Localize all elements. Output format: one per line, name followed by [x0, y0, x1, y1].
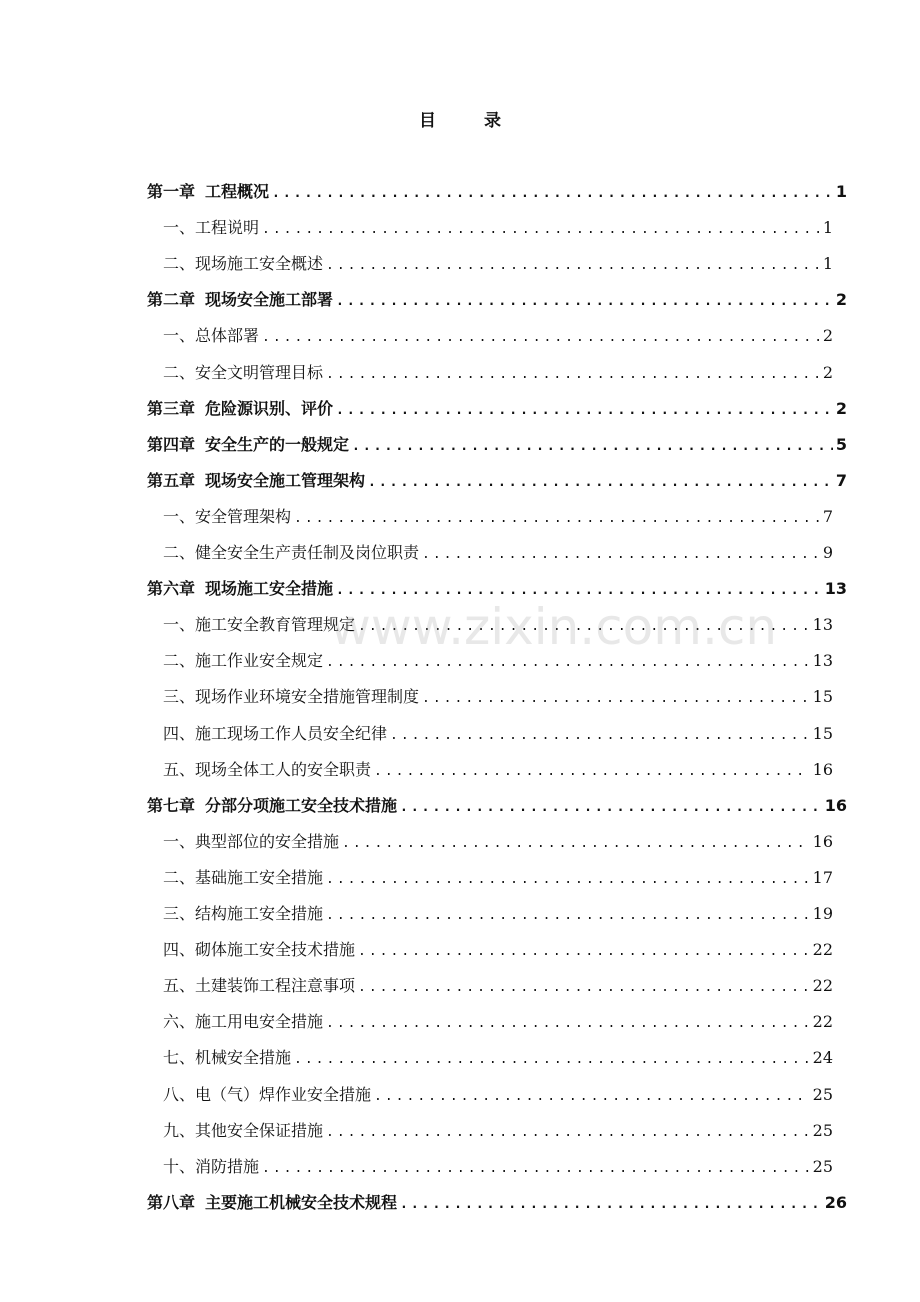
- toc-entry-label: 工程说明: [195, 218, 260, 238]
- toc-entry-label: 电（气）焊作业安全措施: [195, 1084, 372, 1104]
- toc-entry-page-number: 13: [812, 615, 833, 635]
- toc-entry-number: 第七章: [147, 795, 196, 815]
- toc-entry-number: 第五章: [147, 470, 196, 490]
- toc-leader-dots: [400, 790, 822, 826]
- toc-leader-dots: [262, 1151, 810, 1187]
- toc-leader-dots: [358, 970, 810, 1006]
- toc-entry-label: 现场安全施工管理架构: [205, 470, 366, 490]
- toc-entry-number: 三、: [163, 904, 196, 923]
- toc-entry-page-number: 15: [812, 687, 833, 707]
- toc-section-entry[interactable]: [163, 607, 833, 643]
- toc-chapter-entry[interactable]: [147, 391, 847, 427]
- toc-entry-number: 二、: [163, 867, 196, 887]
- toc-entry-page-number: 1: [822, 218, 833, 238]
- toc-title: 目录: [419, 111, 549, 131]
- toc-leader-dots: [326, 862, 810, 898]
- toc-entry-label: 机械安全措施: [195, 1048, 292, 1068]
- toc-entry-label: 安全管理架构: [195, 506, 292, 526]
- toc-entry-label: 主要施工机械安全技术规程: [205, 1192, 398, 1212]
- toc-leader-dots: [374, 754, 810, 790]
- toc-entry-page-number: 5: [835, 434, 847, 454]
- toc-entry-page-number: 7: [835, 470, 847, 490]
- toc-chapter-entry[interactable]: [147, 282, 847, 318]
- toc-leader-dots: [358, 609, 810, 645]
- toc-section-entry[interactable]: [163, 752, 833, 788]
- toc-entry-number: 五、: [163, 759, 196, 779]
- toc-section-entry[interactable]: [163, 355, 833, 391]
- toc-entry-label: 危险源识别、评价: [205, 398, 334, 418]
- toc-chapter-entry[interactable]: [147, 788, 847, 824]
- toc-entry-number: 第三章: [147, 398, 196, 418]
- toc-entry-page-number: 16: [812, 831, 833, 851]
- toc-leader-dots: [326, 357, 820, 393]
- toc-section-entry[interactable]: [163, 1149, 833, 1185]
- toc-entry-label: 砌体施工安全技术措施: [195, 940, 356, 960]
- toc-entry-page-number: 2: [835, 398, 847, 418]
- toc-entry-number: 四、: [163, 723, 196, 743]
- toc-entry-page-number: 22: [812, 1012, 833, 1032]
- toc-entry-label: 施工作业安全规定: [195, 651, 324, 671]
- toc-section-entry[interactable]: [163, 499, 833, 535]
- toc-entry-label: 现场施工安全概述: [195, 254, 324, 274]
- toc-entry-label: 施工现场工作人员安全纪律: [195, 723, 388, 743]
- toc-entry-number: 二、: [163, 651, 196, 671]
- toc-entry-label: 现场施工安全措施: [205, 579, 334, 599]
- toc-entry-label: 典型部位的安全措施: [195, 831, 340, 851]
- toc-entry-page-number: 2: [822, 362, 833, 382]
- toc-entry-page-number: 26: [824, 1192, 847, 1212]
- toc-leader-dots: [294, 1042, 810, 1078]
- toc-entry-number: 八、: [163, 1084, 196, 1104]
- toc-entry-page-number: 16: [812, 759, 833, 779]
- toc-section-entry[interactable]: [163, 896, 833, 932]
- toc-entry-number: 第八章: [147, 1192, 196, 1212]
- toc-entry-page-number: 1: [822, 254, 833, 274]
- toc-leader-dots: [326, 898, 810, 934]
- watermark: www.zixin.com.cn: [330, 598, 778, 656]
- toc-entry-label: 基础施工安全措施: [195, 867, 324, 887]
- toc-entry-page-number: 1: [835, 182, 847, 201]
- toc-entry-page-number: 22: [812, 976, 833, 996]
- toc-entry-label: 现场作业环境安全措施管理制度: [195, 687, 420, 707]
- toc-entry-number: 三、: [163, 687, 196, 707]
- toc-entry-page-number: 13: [824, 579, 847, 599]
- toc-entry-page-number: 22: [812, 940, 833, 960]
- toc-leader-dots: [358, 934, 810, 970]
- toc-entry-number: 一、: [163, 218, 196, 238]
- toc-section-entry[interactable]: [163, 318, 833, 354]
- toc-entry-label: 消防措施: [195, 1156, 260, 1176]
- toc-leader-dots: [326, 1006, 810, 1042]
- toc-entry-number: 九、: [163, 1120, 196, 1140]
- toc-entry-label: 现场全体工人的安全职责: [195, 759, 372, 779]
- toc-leader-dots: [390, 718, 810, 754]
- toc-leader-dots: [422, 537, 820, 573]
- toc-leader-dots: [352, 429, 833, 465]
- toc-section-entry[interactable]: [163, 679, 833, 715]
- toc-leader-dots: [374, 1079, 810, 1115]
- toc-leader-dots: [400, 1187, 822, 1223]
- toc-entry-number: 二、: [163, 543, 196, 562]
- toc-section-entry[interactable]: [163, 1077, 833, 1113]
- toc-leader-dots: [336, 573, 822, 609]
- toc-section-entry[interactable]: [163, 860, 833, 896]
- toc-entry-number: 五、: [163, 976, 196, 996]
- toc-chapter-entry[interactable]: [147, 571, 847, 607]
- toc-entry-number: 第四章: [147, 434, 196, 454]
- toc-section-entry[interactable]: [163, 246, 833, 282]
- toc-entry-number: 一、: [163, 831, 196, 851]
- toc-entry-page-number: 24: [812, 1048, 833, 1068]
- toc-entry-number: 二、: [163, 254, 196, 274]
- toc-entry-number: 七、: [163, 1048, 196, 1068]
- toc-leader-dots: [326, 248, 820, 284]
- toc-leader-dots: [368, 465, 833, 501]
- toc-entry-label: 总体部署: [195, 326, 260, 346]
- toc-section-entry[interactable]: [163, 1040, 833, 1076]
- toc-entry-number: 一、: [163, 506, 196, 526]
- toc-entry-number: 第二章: [147, 290, 196, 310]
- toc-entry-page-number: 25: [812, 1084, 833, 1104]
- toc-entry-page-number: 9: [822, 543, 833, 562]
- toc-section-entry[interactable]: [163, 824, 833, 860]
- toc-leader-dots: [294, 501, 820, 537]
- toc-leader-dots: [342, 826, 810, 862]
- toc-entry-page-number: 2: [835, 290, 847, 310]
- toc-leader-dots: [326, 1115, 810, 1151]
- toc-entry-page-number: 19: [812, 904, 833, 923]
- toc-entry-page-number: 25: [812, 1120, 833, 1140]
- toc-entry-number: 十、: [163, 1156, 196, 1176]
- toc-chapter-entry[interactable]: [147, 174, 847, 210]
- toc-entry-page-number: 7: [822, 506, 833, 526]
- toc-entry-label: 施工用电安全措施: [195, 1012, 324, 1032]
- toc-chapter-entry[interactable]: [147, 1185, 847, 1221]
- toc-leader-dots: [262, 212, 820, 248]
- toc-section-entry[interactable]: [163, 1113, 833, 1149]
- toc-entry-label: 健全安全生产责任制及岗位职责: [195, 543, 420, 562]
- toc-entry-label: 安全文明管理目标: [195, 362, 324, 382]
- toc-entry-label: 施工安全教育管理规定: [195, 615, 356, 635]
- toc-entry-label: 安全生产的一般规定: [205, 434, 350, 454]
- toc-entry-page-number: 13: [812, 651, 833, 671]
- toc-entry-page-number: 17: [812, 867, 833, 887]
- toc-entry-number: 一、: [163, 326, 196, 346]
- toc-entry-label: 分部分项施工安全技术措施: [205, 795, 398, 815]
- toc-entry-label: 其他安全保证措施: [195, 1120, 324, 1140]
- toc-section-entry[interactable]: [163, 716, 833, 752]
- toc-entry-number: 一、: [163, 615, 196, 635]
- toc-leader-dots: [336, 284, 833, 320]
- toc-entry-page-number: 16: [824, 795, 847, 815]
- toc-section-entry[interactable]: [163, 535, 833, 571]
- toc-section-entry[interactable]: [163, 210, 833, 246]
- toc-leader-dots: [422, 681, 810, 717]
- toc-section-entry[interactable]: [163, 932, 833, 968]
- toc-entry-page-number: 2: [822, 326, 833, 346]
- toc-entry-number: 六、: [163, 1012, 196, 1032]
- toc-entry-label: 结构施工安全措施: [195, 904, 324, 923]
- toc-leader-dots: [272, 176, 833, 212]
- toc-entry-label: 现场安全施工部署: [205, 290, 334, 310]
- toc-chapter-entry[interactable]: [147, 463, 847, 499]
- toc-entry-number: 二、: [163, 362, 196, 382]
- toc-entry-label: 工程概况: [205, 182, 270, 201]
- toc-chapter-entry[interactable]: [147, 427, 847, 463]
- toc-section-entry[interactable]: [163, 1004, 833, 1040]
- toc-section-entry[interactable]: [163, 968, 833, 1004]
- toc-entry-page-number: 15: [812, 723, 833, 743]
- toc-entry-page-number: 25: [812, 1156, 833, 1176]
- toc-entry-number: 四、: [163, 940, 196, 960]
- toc-leader-dots: [262, 320, 820, 356]
- toc-leader-dots: [326, 645, 810, 681]
- toc-entry-label: 土建装饰工程注意事项: [195, 976, 356, 996]
- toc-leader-dots: [336, 393, 833, 429]
- toc-entry-number: 第一章: [147, 182, 196, 201]
- toc-entry-number: 第六章: [147, 579, 196, 599]
- toc-section-entry[interactable]: [163, 643, 833, 679]
